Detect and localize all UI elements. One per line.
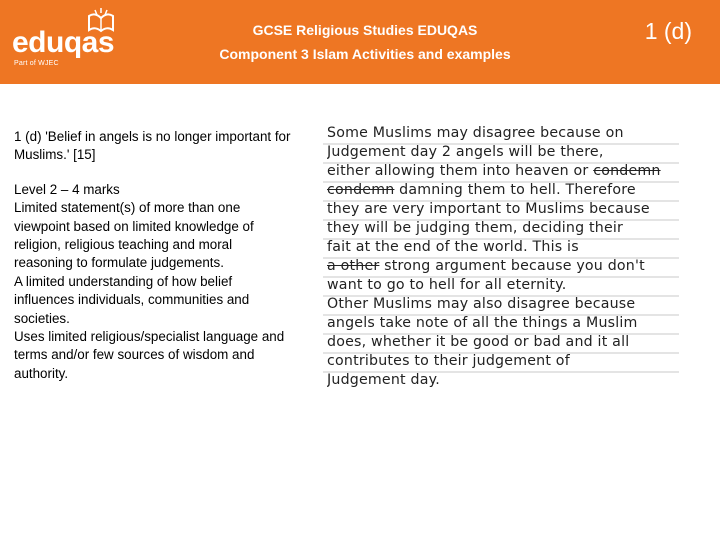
answer-line: either allowing them into heaven or condemn [327,163,661,179]
answer-line: angels take note of all the things a Muslim [327,315,638,331]
answer-line: they will be judging them, deciding their [327,220,624,236]
criterion-2: A limited understanding of how belief influences individuals, communities and societies. [14,273,250,326]
answer-line: want to go to hell for all eternity. [327,277,567,293]
logo-subtext: Part of WJEC [14,60,59,67]
struck-word: condemn [593,163,661,179]
answer-line: Other Muslims may also disagree because [327,296,636,312]
handwritten-answer [323,122,683,388]
answer-line: Some Muslims may disagree because on [327,125,624,141]
question-panel [14,128,294,383]
answer-text [327,124,683,390]
logo-text: eduqas [12,26,115,59]
answer-line: a other strong argument because you don't [327,258,645,274]
struck-word: condemn [327,182,395,198]
eduqas-logo [10,8,120,74]
answer-line: they are very important to Muslims because [327,201,650,217]
struck-word: a other [327,258,380,274]
answer-line: does, whether it be good or bad and it all [327,334,630,350]
level-text: Level 2 – 4 marks [14,181,120,197]
criterion-1: Limited statement(s) of more than one viewpoint based on limited knowledge of religion, religious teaching and moral reasoning to formulate judgements. [14,200,254,271]
criterion-3: Uses limited religious/specialist language and terms and/or few sources of wisdom and authority. [14,329,285,381]
title-line-1: GCSE Religious Studies EDUQAS [252,22,478,38]
answer-line: Judgement day. [327,372,440,388]
slide-number: 1 (d) [644,18,692,44]
answer-line: Judgement day 2 angels will be there, [327,144,604,160]
answer-line: contributes to their judgement of [327,353,570,369]
answer-line: fait at the end of the world. This is [327,239,579,255]
slide-title [190,18,540,66]
question-text: 1 (d) 'Belief in angels is no longer important for Muslims.' [15] [14,129,291,163]
header-bar [0,0,720,84]
title-line-2: Component 3 Islam Activities and examples [219,46,511,62]
answer-line: condemn damning them to hell. Therefore [327,182,636,198]
